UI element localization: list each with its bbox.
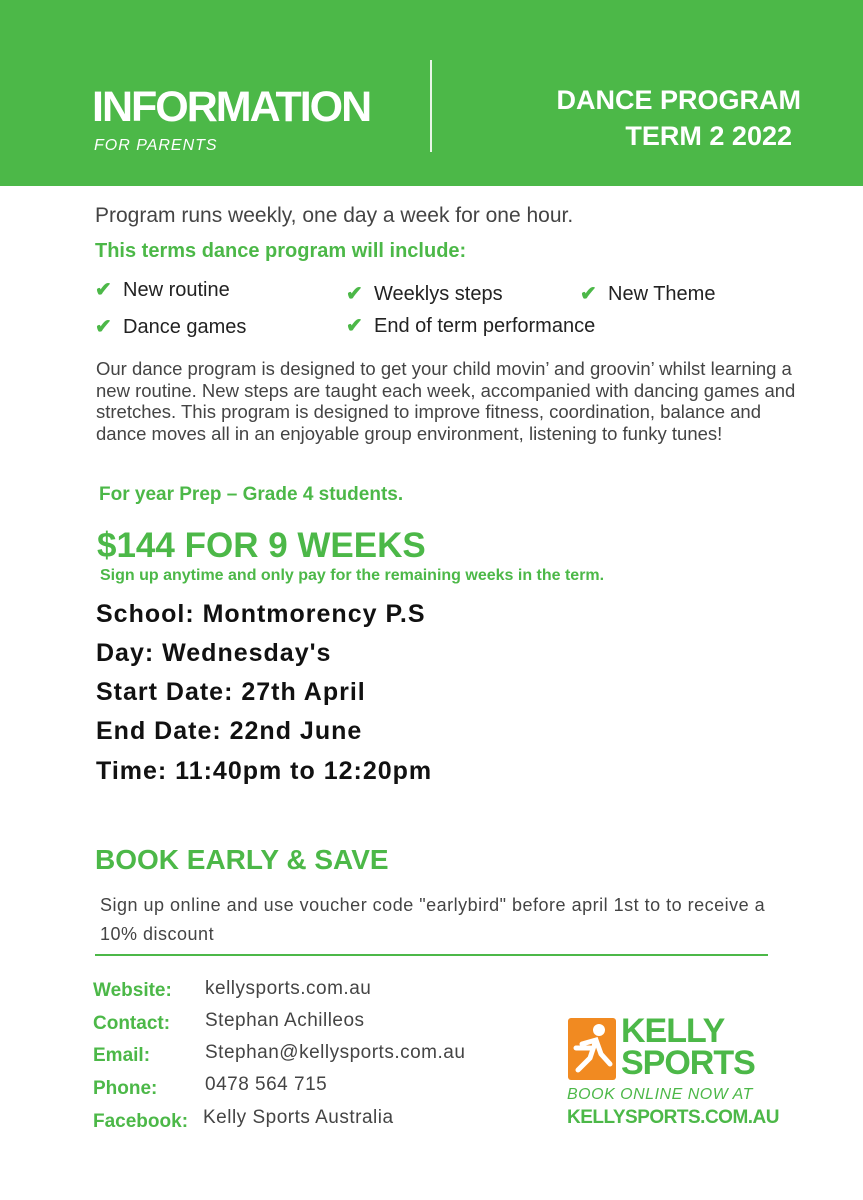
- website-value[interactable]: kellysports.com.au: [205, 978, 372, 999]
- header-subtitle: FOR PARENTS: [94, 137, 218, 154]
- check-icon: ✔: [346, 315, 363, 337]
- logo-sports: SPORTS: [621, 1044, 755, 1082]
- include-item: ✔ Weeklys steps: [346, 283, 503, 305]
- detail-day: Day: Wednesday's: [96, 639, 332, 667]
- contact-value: Stephan Achilleos: [205, 1010, 365, 1031]
- phone-value[interactable]: 0478 564 715: [205, 1074, 328, 1095]
- program-description: Our dance program is designed to get your child movin’ and groovin’ whilst learning a new routine. New steps are taught each week, accompanied with dancing games and stretches. This program is designed to improve fitness, coordination, balance and dance moves all in an enjoyable group environment, listening to funky tunes!: [96, 358, 796, 444]
- include-item: ✔ New routine: [95, 279, 230, 301]
- runner-icon: [568, 1018, 616, 1080]
- check-icon: ✔: [95, 279, 112, 301]
- facebook-value[interactable]: Kelly Sports Australia: [203, 1107, 394, 1128]
- include-item: ✔ Dance games: [95, 316, 247, 338]
- logo-tagline: BOOK ONLINE NOW AT: [567, 1086, 753, 1103]
- check-icon: ✔: [346, 283, 363, 305]
- include-item: ✔ New Theme: [580, 283, 716, 305]
- check-icon: ✔: [580, 283, 597, 305]
- intro-text: Program runs weekly, one day a week for one hour.: [95, 204, 574, 227]
- detail-start-date: Start Date: 27th April: [96, 678, 366, 706]
- logo-kelly: KELLY: [621, 1012, 725, 1050]
- section-divider: [95, 954, 768, 956]
- include-heading: This terms dance program will include:: [95, 240, 467, 262]
- header-title: INFORMATION: [92, 83, 371, 131]
- facebook-label: Facebook:: [93, 1111, 189, 1132]
- detail-time: Time: 11:40pm to 12:20pm: [96, 757, 433, 785]
- website-label: Website:: [93, 980, 172, 1001]
- email-value[interactable]: Stephan@kellysports.com.au: [205, 1042, 466, 1063]
- program-title: DANCE PROGRAM: [556, 85, 801, 115]
- include-item: ✔ End of term performance: [346, 315, 596, 337]
- price-note: Sign up anytime and only pay for the remaining weeks in the term.: [100, 567, 605, 584]
- program-term: TERM 2 2022: [625, 121, 792, 151]
- book-early-text: Sign up online and use voucher code "earlybird" before april 1st to to receive a 10% discount: [100, 895, 766, 944]
- detail-end-date: End Date: 22nd June: [96, 717, 363, 745]
- contact-label: Contact:: [93, 1013, 171, 1034]
- logo-url[interactable]: KELLYSPORTS.COM.AU: [567, 1107, 779, 1128]
- check-icon: ✔: [95, 316, 112, 338]
- book-early-heading: BOOK EARLY & SAVE: [95, 844, 389, 875]
- price: $144 FOR 9 WEEKS: [97, 526, 426, 565]
- email-label: Email:: [93, 1045, 151, 1066]
- grade-range: For year Prep – Grade 4 students.: [99, 484, 404, 505]
- header-divider: [430, 60, 432, 152]
- phone-label: Phone:: [93, 1078, 158, 1099]
- detail-school: School: Montmorency P.S: [96, 600, 426, 628]
